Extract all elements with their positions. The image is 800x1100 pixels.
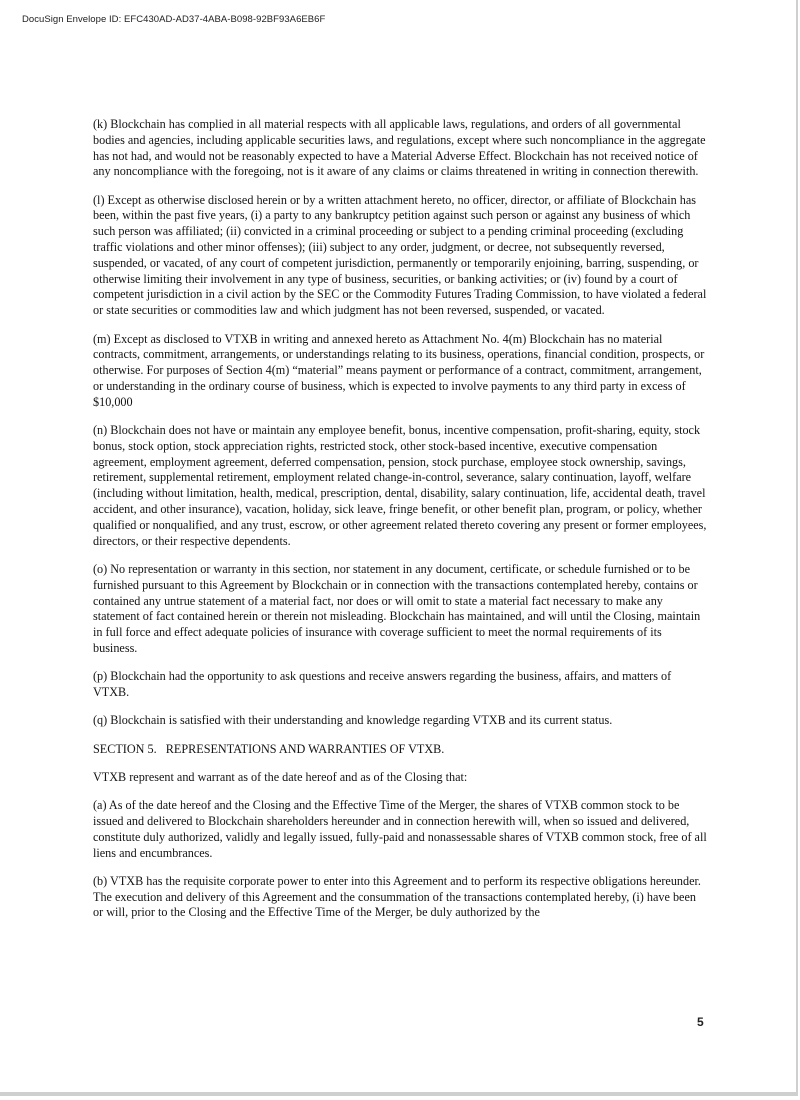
section-5-paragraph-a: (a) As of the date hereof and the Closing and the Effective Time of the Merger, the shares of VTXB common stock to be issued and delivered to Blockchain shareholders hereunder and in connection herewith will, when so issued and delivered, constitute duly authorized, validly and legally issued, fully-paid and nonassessable shares of VTXB common stock, free of all liens and encumbrances. — [93, 798, 707, 860]
paragraph-n: (n) Blockchain does not have or maintain any employee benefit, bonus, incentive compensation, profit-sharing, equity, stock bonus, stock option, stock appreciation rights, restricted stock, other stock-based incentive, executive compensation agreement, employment agreement, deferred compensation, pension, stock purchase, employee stock ownership, savings, retirement, supplemental retirement, employment related change-in-control, severance, salary continuation, layoff, welfare (including without limitation, health, medical, prescription, dental, disability, salary continuation, life, accidental death, travel accident, and other insurance), vacation, holiday, sick leave, fringe benefit, or other benefit plan, program, or policy, whether qualified or nonqualified, and any trust, escrow, or other agreement related thereto covering any present or former employees, directors, or their respective dependents. — [93, 423, 707, 548]
paragraph-q: (q) Blockchain is satisfied with their understanding and knowledge regarding VTXB and its current status. — [93, 713, 613, 728]
section-5-paragraph-b: (b) VTXB has the requisite corporate power to enter into this Agreement and to perform its respective obligations hereunder. The execution and delivery of this Agreement and the consummation of the transactions contemplated hereby, (i) have been or will, prior to the Closing and the Effective Time of the Merger, be duly authorized by the — [93, 873, 701, 920]
page-number: 5 — [697, 1015, 704, 1029]
docusign-envelope-id: DocuSign Envelope ID: EFC430AD-AD37-4ABA-B098-92BF93A6EB6F — [22, 14, 326, 25]
document-body — [93, 117, 708, 934]
paragraph-k: (k) Blockchain has complied in all material respects with all applicable laws, regulations, and orders of all governmental bodies and agencies, including applicable securities laws, and regulations, except where such noncompliance in the aggregate has not had, and would not be reasonably expected to have a Material Adverse Effect. Blockchain has not received notice of any noncompliance with the foregoing, not is it aware of any claims or claims threatened in writing in connection therewith. — [93, 117, 706, 179]
paragraph-m: (m) Except as disclosed to VTXB in writing and annexed hereto as Attachment No. 4(m) Blockchain has no material contracts, commitment, arrangements, or understandings relating to its business, operations, financial condition, prospects, or otherwise. For purposes of Section 4(m) “material” means payment or performance of a contract, commitment, arrangement, or understanding in the ordinary course of business, which is expected to involve payments to any third party in excess of $10,000 — [93, 331, 705, 409]
paragraph-l: (l) Except as otherwise disclosed herein or by a written attachment hereto, no officer, director, or affiliate of Blockchain has been, within the past five years, (i) a party to any bankruptcy petition against such person or against any business of which such person was affiliated; (ii) convicted in a criminal proceeding or subject to a pending criminal proceeding (excluding traffic violations and other minor offenses); (iii) subject to any order, judgment, or decree, not subsequently reversed, suspended, or vacated, of any court of competent jurisdiction, permanently or temporarily enjoining, barring, suspending, or otherwise limiting their involvement in any type of business, securities, or banking activities; or (iv) found by a court of competent jurisdiction in a civil action by the SEC or the Commodity Futures Trading Commission, to have violated a federal or state securities or commodities law and which judgment has not been reversed, suspended, or vacated. — [93, 192, 707, 318]
paragraph-p: (p) Blockchain had the opportunity to ask questions and receive answers regarding the business, affairs, and matters of VTXB. — [93, 669, 672, 699]
paragraph-o: (o) No representation or warranty in this section, nor statement in any document, certificate, or schedule furnished or to be furnished pursuant to this Agreement by Blockchain or in connection with the transactions contemplated hereby, contains or contained any untrue statement of a material fact, nor does or will omit to state a material fact necessary to make any statement of fact contained herein or therein not misleading. Blockchain has maintained, and will until the Closing, maintain in full force and effect adequate policies of insurance with coverage sufficient to meet the normal requirements of its business. — [93, 561, 701, 655]
section-5-intro: VTXB represent and warrant as of the date hereof and as of the Closing that: — [93, 769, 468, 784]
section-5-heading: SECTION 5. REPRESENTATIONS AND WARRANTIES OF VTXB. — [93, 741, 445, 756]
